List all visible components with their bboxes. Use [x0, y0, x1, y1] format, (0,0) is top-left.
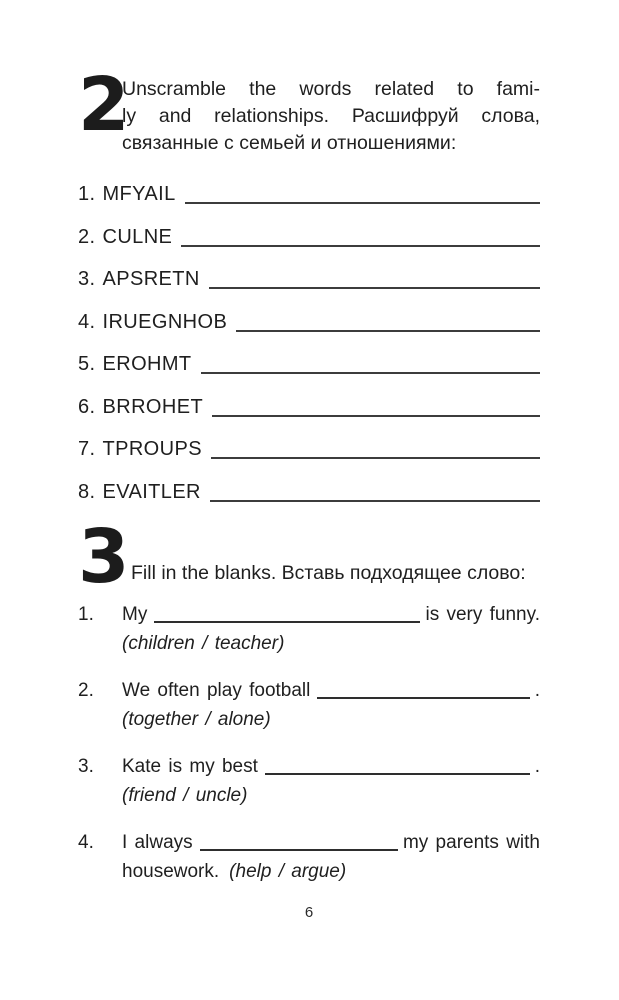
fill-item: [78, 676, 540, 734]
fill-item-body: [122, 752, 540, 810]
fill-item-number: 1.: [78, 604, 94, 625]
scramble-item-number: 2.: [78, 225, 96, 248]
exercise-2-number: 2: [78, 62, 127, 148]
scramble-word: CULNE: [102, 225, 173, 248]
scramble-item: [78, 353, 540, 376]
scramble-item: [78, 226, 540, 249]
fill-sentence: [122, 600, 540, 629]
fill-in-list: [78, 600, 540, 886]
scramble-item: [78, 438, 540, 461]
scramble-word-list: [78, 183, 540, 503]
scramble-word: MFYAIL: [102, 183, 176, 205]
fill-sentence-line2: [122, 857, 540, 886]
scramble-item-number: 5.: [78, 353, 96, 375]
fill-item-number: 2.: [78, 680, 94, 701]
fill-item-number: 3.: [78, 756, 94, 777]
sentence-suffix: .: [534, 680, 540, 701]
answer-blank-line: [317, 697, 529, 699]
sentence-prefix: I always: [122, 832, 193, 853]
exercise-2-instructions-line: связанные с семьей и отношениями:: [122, 132, 457, 154]
fill-item: [78, 828, 540, 886]
exercise-3-instructions: Fill in the blanks. Вставь подходящее слово:: [131, 562, 526, 584]
scramble-item: [78, 396, 540, 419]
scramble-item-number: 7.: [78, 438, 96, 460]
page-number: 6: [304, 904, 314, 921]
fill-item: [78, 600, 540, 658]
word-choices: (children / teacher): [122, 633, 285, 654]
sentence-suffix: my parents with: [402, 832, 540, 853]
answer-blank-line: [181, 245, 540, 247]
fill-sentence: [122, 828, 540, 857]
scramble-item-number: 3.: [78, 268, 96, 290]
fill-sentence: [122, 676, 540, 705]
scramble-item-number: 6.: [78, 395, 96, 418]
scramble-item: [78, 268, 540, 291]
sentence-prefix: We often play football: [122, 680, 311, 701]
sentence-prefix: My: [122, 604, 148, 625]
fill-item-body: [122, 676, 540, 734]
scramble-word: APSRETN: [102, 268, 200, 290]
scramble-word: BRROHET: [102, 395, 204, 418]
answer-blank-line: [201, 372, 540, 374]
exercise-2-header: [78, 62, 540, 157]
fill-sentence-line2: [122, 629, 540, 658]
exercise-3-number: 3: [78, 514, 127, 600]
scramble-item-number: 4.: [78, 310, 96, 333]
answer-blank-line: [185, 202, 540, 204]
fill-sentence: [122, 752, 540, 781]
fill-sentence-line2: [122, 705, 540, 734]
sentence-continuation: housework.: [122, 861, 220, 882]
scramble-word: EROHMT: [102, 353, 192, 375]
fill-sentence-line2: [122, 781, 540, 810]
answer-blank-line: [212, 415, 540, 417]
fill-item: [78, 752, 540, 810]
fill-item-body: [122, 828, 540, 886]
sentence-suffix: is very funny.: [425, 604, 540, 625]
fill-item-body: [122, 600, 540, 658]
fill-item-number: 4.: [78, 832, 94, 853]
exercise-2-instructions-line: ly and relationships. Расшифруй слова,: [122, 105, 540, 127]
answer-blank-line: [154, 621, 420, 623]
word-choices: (together / alone): [122, 709, 271, 730]
answer-blank-line: [209, 287, 540, 289]
word-choices: (help / argue): [229, 861, 347, 882]
answer-blank-line: [236, 330, 540, 332]
scramble-word: TPROUPS: [102, 438, 202, 460]
exercise-2-instructions: [122, 76, 540, 157]
scramble-word: IRUEGNHOB: [102, 310, 228, 333]
word-choices: (friend / uncle): [122, 785, 248, 806]
scramble-word: EVAITLER: [102, 480, 201, 503]
sentence-prefix: Kate is my best: [122, 756, 258, 777]
answer-blank-line: [211, 457, 540, 459]
answer-blank-line: [265, 773, 530, 775]
sentence-suffix: .: [534, 756, 540, 777]
scramble-item-number: 1.: [78, 183, 96, 205]
exercise-3-header: [78, 514, 540, 600]
exercise-2-instructions-line: Unscramble the words related to fami-: [122, 78, 540, 100]
scramble-item-number: 8.: [78, 480, 96, 503]
scramble-item: [78, 481, 540, 504]
scramble-item: [78, 183, 540, 206]
scramble-item: [78, 311, 540, 334]
answer-blank-line: [200, 849, 398, 851]
answer-blank-line: [210, 500, 540, 502]
